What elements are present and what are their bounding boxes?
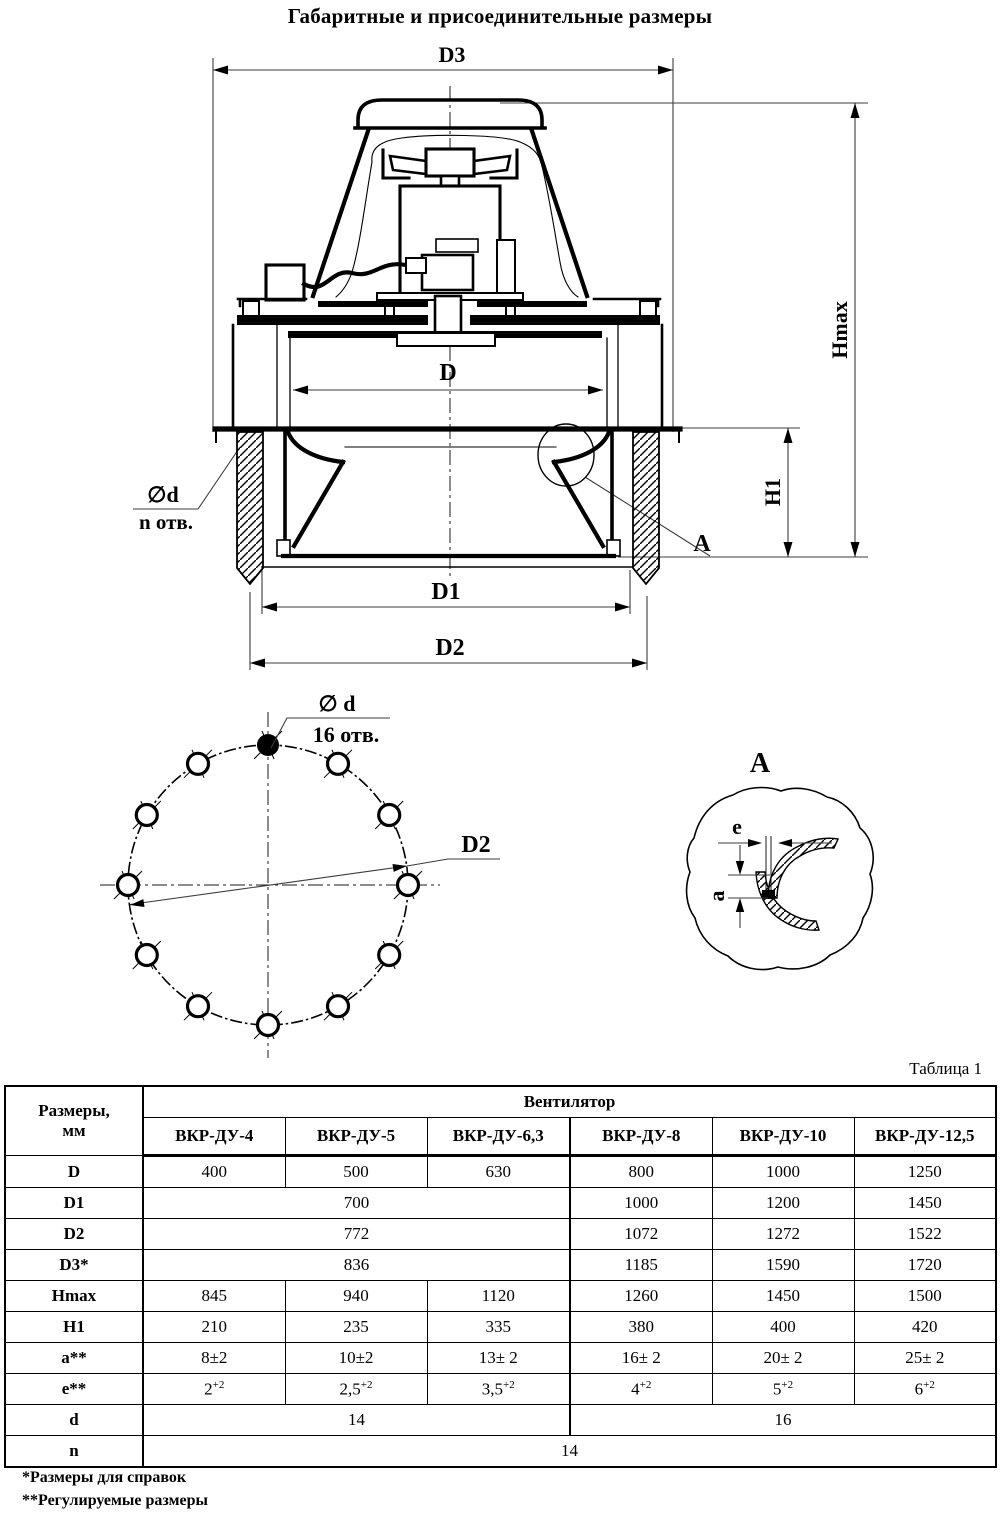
row-label: H1 (5, 1312, 143, 1343)
bolt-hole (133, 801, 161, 829)
bolt-hole (114, 871, 142, 899)
table-cell: 1500 (854, 1281, 996, 1312)
table-cell: 20± 2 (712, 1343, 854, 1374)
table-cell: 630 (427, 1156, 570, 1188)
dim-label-hmax: Hmax (827, 301, 852, 359)
table-header-row (5, 1086, 996, 1118)
table-cell: 1272 (712, 1219, 854, 1250)
bolt-hole (184, 750, 212, 778)
bolt-hole (324, 750, 352, 778)
table-cell: 210 (143, 1312, 285, 1343)
bolt-count-label: 16 отв. (312, 722, 380, 747)
column-header: ВКР-ДУ-4 (143, 1118, 285, 1156)
row-label: D3* (5, 1250, 143, 1281)
table-cell: $2^{+2}$ (143, 1374, 285, 1405)
bolt-circle-view (100, 691, 500, 1058)
group-header: Вентилятор (143, 1086, 996, 1118)
table-cell: 13± 2 (427, 1343, 570, 1374)
table-cell: $4^{+2}$ (570, 1374, 712, 1405)
dimension-lines (133, 58, 868, 670)
table-cell: 1120 (427, 1281, 570, 1312)
table-cell: 1250 (854, 1156, 996, 1188)
table-caption: Таблица 1 (909, 1059, 982, 1078)
table-row (5, 1374, 996, 1405)
lower-duct (262, 432, 632, 567)
dimensions-table (4, 1085, 997, 1468)
row-label: n (5, 1436, 143, 1468)
table-cell: 1000 (712, 1156, 854, 1188)
dim-label-e: e (732, 814, 742, 839)
table-cell: 14 (143, 1436, 996, 1468)
table-cell: $3,5^{+2}$ (427, 1374, 570, 1405)
table-cell: 10±2 (285, 1343, 427, 1374)
arrowheads (213, 66, 860, 668)
bolt-hole (184, 992, 212, 1020)
table-row (5, 1436, 996, 1468)
impeller (383, 149, 517, 188)
table-cell: 16± 2 (570, 1343, 712, 1374)
row-label: e** (5, 1374, 143, 1405)
table-cell: 380 (570, 1312, 712, 1343)
table-cell: 772 (143, 1219, 570, 1250)
table-row (5, 1405, 996, 1436)
table-row (5, 1312, 996, 1343)
table-row (5, 1156, 996, 1188)
table-cell: 1720 (854, 1250, 996, 1281)
detail-a-view (687, 748, 874, 970)
holes-count-label: n отв. (138, 510, 194, 534)
table-row (5, 1281, 996, 1312)
table-cell: 1590 (712, 1250, 854, 1281)
bolt-hole (394, 871, 422, 899)
holes-dia-label: ∅d (147, 482, 179, 507)
table-cell: 500 (285, 1156, 427, 1188)
bolt-hole (254, 1011, 282, 1039)
dim-label-d: D (439, 360, 457, 386)
table-cell: 25± 2 (854, 1343, 996, 1374)
footnote-1: *Размеры для справок (22, 1469, 187, 1486)
dim-label-h1: H1 (760, 477, 785, 507)
table-cell: 1072 (570, 1219, 712, 1250)
row-label: D1 (5, 1188, 143, 1219)
table-cell: 800 (570, 1156, 712, 1188)
column-header: ВКР-ДУ-5 (285, 1118, 427, 1156)
table-cell: 1260 (570, 1281, 712, 1312)
table-row (5, 1219, 996, 1250)
dim-label-d1: D1 (431, 579, 461, 605)
anchor-bolts (237, 432, 659, 584)
column-header: ВКР-ДУ-6,3 (427, 1118, 570, 1156)
bolt-d2-label: D2 (461, 832, 491, 858)
row-label: D2 (5, 1219, 143, 1250)
table-row (5, 1188, 996, 1219)
table-cell: $5^{+2}$ (712, 1374, 854, 1405)
footnote-2: **Регулируемые размеры (22, 1492, 209, 1509)
bolt-dia-label: ∅ d (318, 691, 356, 716)
table-cell: 235 (285, 1312, 427, 1343)
table-cell: 1450 (712, 1281, 854, 1312)
table-cell: 700 (143, 1188, 570, 1219)
table-cell: 1450 (854, 1188, 996, 1219)
row-label: d (5, 1405, 143, 1436)
table-cell: 1200 (712, 1188, 854, 1219)
table-cell: 1000 (570, 1188, 712, 1219)
row-label: a** (5, 1343, 143, 1374)
bolt-hole (133, 941, 161, 969)
junction-box (266, 265, 304, 300)
bolt-hole (324, 992, 352, 1020)
column-header: ВКР-ДУ-10 (712, 1118, 854, 1156)
corner-header-line2: мм (62, 1121, 86, 1140)
fan-side-view (133, 42, 868, 670)
table-cell: 14 (143, 1405, 570, 1436)
table-cell: $6^{+2}$ (854, 1374, 996, 1405)
column-header: ВКР-ДУ-12,5 (854, 1118, 996, 1156)
table-row (5, 1343, 996, 1374)
table-cell: 845 (143, 1281, 285, 1312)
table-cell: 400 (712, 1312, 854, 1343)
corner-header-line1: Размеры, (38, 1101, 110, 1121)
page-title: Габаритные и присоединительные размеры (287, 4, 713, 28)
bolt-hole (375, 801, 403, 829)
table-cell: 420 (854, 1312, 996, 1343)
table-cell: 16 (570, 1405, 996, 1436)
dim-label-d2: D2 (435, 635, 465, 661)
row-label: D (5, 1156, 143, 1188)
dim-label-d3: D3 (438, 42, 466, 67)
table-row (5, 1250, 996, 1281)
motor-body (400, 186, 515, 296)
corner-header (5, 1086, 143, 1156)
footnotes (22, 1466, 208, 1512)
table-cell: 940 (285, 1281, 427, 1312)
table-cell: 1522 (854, 1219, 996, 1250)
dim-label-a: a (704, 890, 729, 902)
bolt-hole (375, 941, 403, 969)
table-cell: 836 (143, 1250, 570, 1281)
column-header: ВКР-ДУ-8 (570, 1118, 712, 1156)
detail-title: A (749, 748, 771, 779)
table-cell: 8±2 (143, 1343, 285, 1374)
table-cell: 400 (143, 1156, 285, 1188)
table-model-row (5, 1118, 996, 1156)
detail-callout-label: A (693, 531, 711, 557)
table-cell: $2,5^{+2}$ (285, 1374, 427, 1405)
table-cell: 1185 (570, 1250, 712, 1281)
row-label: Hmax (5, 1281, 143, 1312)
table-cell: 335 (427, 1312, 570, 1343)
cable-connector (406, 258, 426, 273)
bolt-d2-line (130, 859, 500, 905)
